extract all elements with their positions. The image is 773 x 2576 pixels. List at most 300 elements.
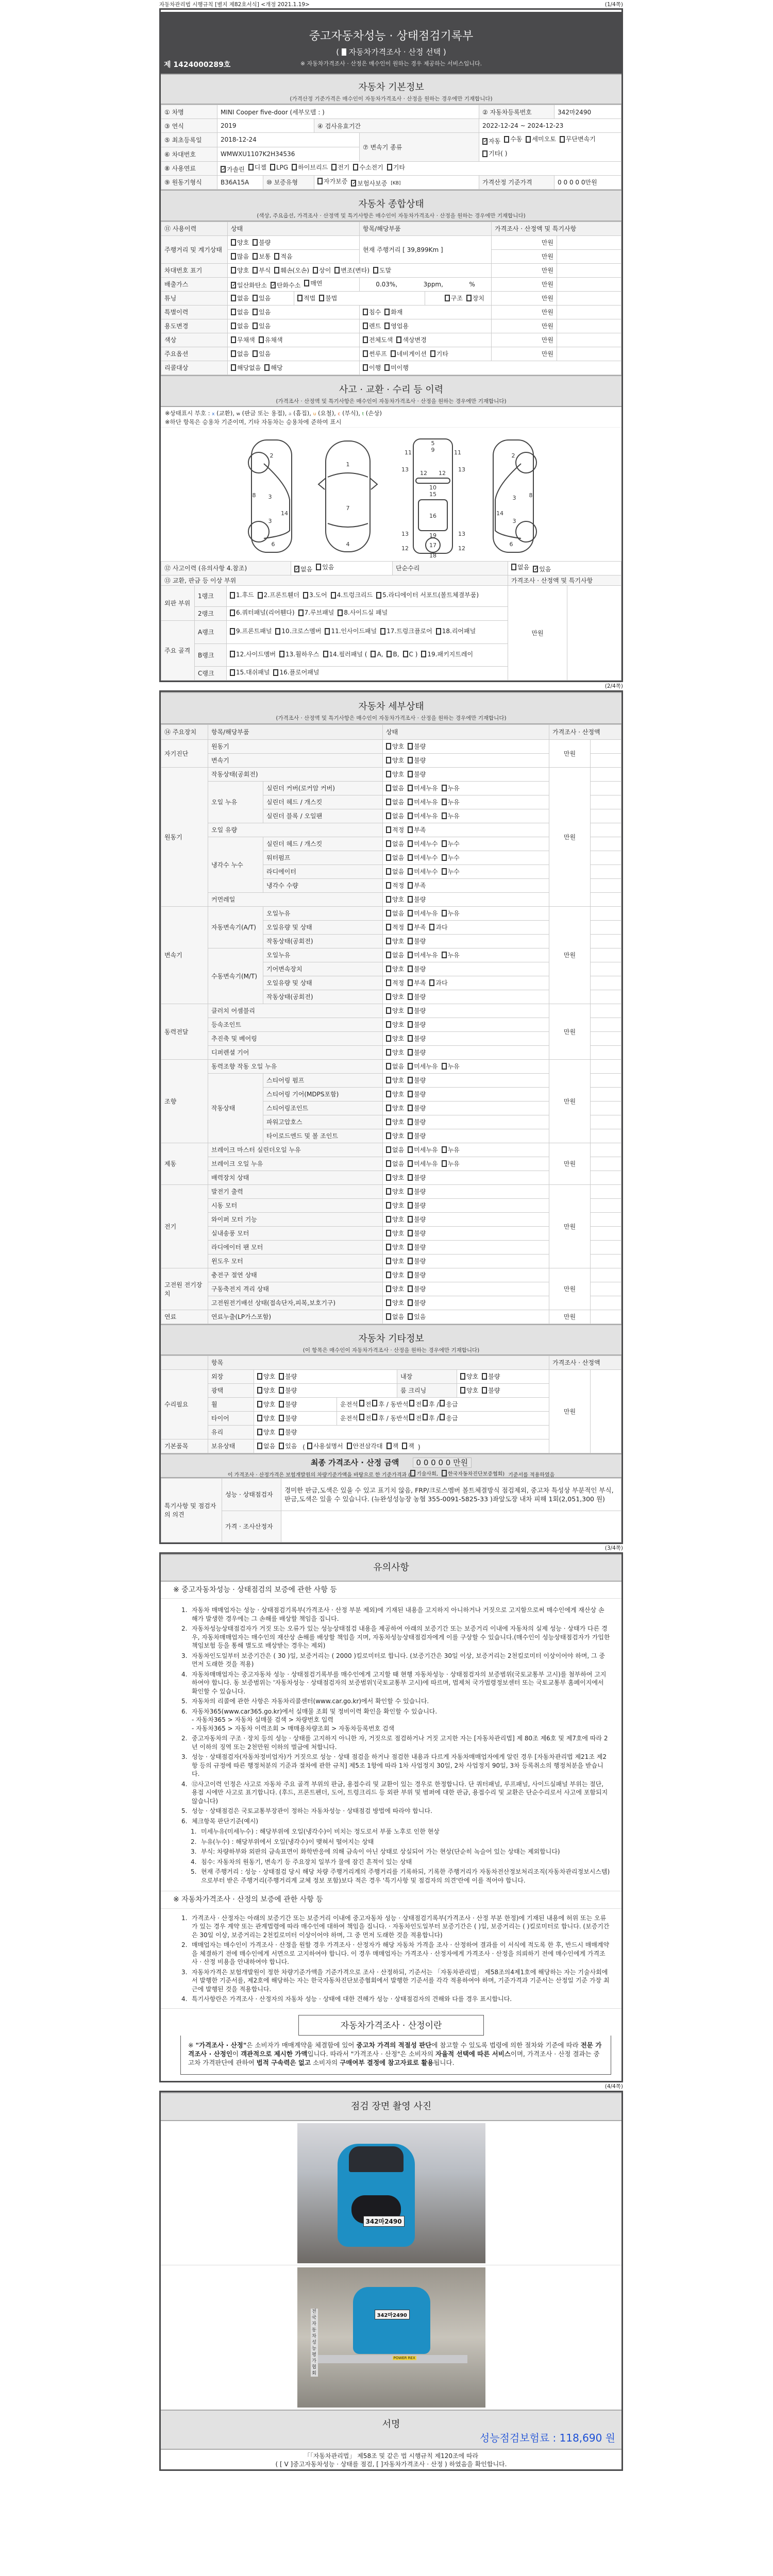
price-note[interactable] (591, 865, 621, 878)
checkbox-icon[interactable] (408, 785, 413, 791)
checkbox-option[interactable] (253, 266, 271, 275)
checkbox-icon[interactable] (231, 364, 236, 371)
checkbox-icon[interactable] (253, 267, 258, 274)
checkbox-icon[interactable] (253, 309, 258, 315)
price-note[interactable] (591, 1018, 621, 1031)
checkbox-option[interactable] (384, 363, 409, 372)
price-note[interactable] (591, 906, 621, 920)
checked-box-icon[interactable]: ✓ (271, 282, 276, 288)
checkbox-option[interactable] (279, 1372, 297, 1381)
checkbox-icon[interactable] (408, 1105, 413, 1111)
checkbox-icon[interactable] (230, 669, 235, 676)
checkbox-icon[interactable] (386, 1021, 391, 1028)
checkbox-icon[interactable] (442, 840, 447, 847)
checkbox-option[interactable] (386, 937, 404, 945)
checkbox-icon[interactable] (304, 280, 309, 286)
checkbox-option[interactable] (442, 798, 460, 806)
checkbox-icon[interactable] (442, 1063, 447, 1070)
checkbox-icon[interactable] (386, 785, 391, 791)
checkbox-option[interactable] (257, 1414, 275, 1422)
checkbox-option[interactable] (386, 825, 404, 834)
checkbox-option[interactable] (386, 1201, 404, 1210)
checkbox-option[interactable] (408, 1006, 426, 1015)
checkbox-option[interactable] (386, 1173, 404, 1182)
checkbox-option[interactable] (386, 1159, 404, 1168)
checkbox-icon[interactable] (408, 868, 413, 875)
checkbox-option[interactable] (231, 281, 267, 290)
checkbox-icon[interactable] (386, 896, 391, 903)
price-note[interactable] (591, 1143, 621, 1157)
checkbox-option[interactable] (442, 1159, 460, 1168)
checkbox-icon[interactable] (274, 253, 279, 260)
price-note[interactable] (591, 837, 621, 851)
checkbox-icon[interactable] (386, 1146, 391, 1153)
checkbox-icon[interactable] (408, 910, 413, 917)
checkbox-option[interactable] (386, 1442, 399, 1450)
checkbox-icon[interactable] (359, 1400, 364, 1406)
checkbox-icon[interactable] (259, 336, 264, 343)
checkbox-option[interactable] (429, 923, 447, 931)
checked-box-icon[interactable]: ✓ (483, 138, 488, 144)
checkbox-option[interactable] (248, 163, 266, 172)
checkbox-option[interactable] (386, 867, 404, 876)
checkbox-option[interactable] (386, 742, 404, 751)
checkbox-option[interactable] (279, 1386, 297, 1395)
checkbox-option[interactable] (363, 308, 381, 316)
checkbox-option[interactable] (371, 650, 383, 659)
price-note[interactable] (591, 1059, 621, 1073)
checkbox-icon[interactable] (386, 979, 391, 986)
checkbox-option[interactable] (376, 590, 479, 600)
checkbox-option[interactable] (408, 798, 438, 806)
checkbox-option[interactable] (408, 1201, 426, 1210)
checkbox-option[interactable] (274, 266, 309, 275)
checkbox-icon[interactable] (526, 136, 531, 143)
checkbox-option[interactable] (533, 565, 551, 573)
checkbox-option[interactable] (391, 349, 427, 358)
checkbox-icon[interactable] (307, 1443, 312, 1449)
checkbox-option[interactable] (316, 563, 334, 571)
checkbox-option[interactable] (442, 1469, 505, 1477)
checkbox-option[interactable] (408, 951, 438, 959)
checkbox-option[interactable] (230, 590, 254, 600)
checkbox-option[interactable] (408, 784, 438, 792)
price-note[interactable] (591, 739, 621, 753)
checkbox-icon[interactable] (376, 592, 381, 599)
selection-checkbox[interactable] (342, 48, 346, 56)
checkbox-icon[interactable] (338, 609, 343, 616)
checkbox-icon[interactable] (511, 564, 516, 570)
checkbox-icon[interactable] (386, 799, 391, 805)
checkbox-option[interactable] (408, 825, 426, 834)
checkbox-icon[interactable] (423, 1400, 428, 1406)
checkbox-icon[interactable] (386, 826, 391, 833)
price-note[interactable] (591, 1282, 621, 1296)
checkbox-icon[interactable] (460, 1387, 465, 1394)
checkbox-icon[interactable] (386, 1118, 391, 1125)
checkbox-option[interactable] (408, 1284, 426, 1293)
price-note[interactable] (591, 976, 621, 990)
checkbox-icon[interactable] (275, 628, 280, 635)
price-note[interactable] (591, 1045, 621, 1059)
checkbox-icon[interactable] (279, 1401, 284, 1408)
checkbox-option[interactable] (408, 867, 438, 876)
checkbox-option[interactable] (317, 177, 347, 185)
checkbox-option[interactable] (442, 839, 460, 848)
checkbox-option[interactable] (408, 923, 426, 931)
checkbox-icon[interactable] (386, 1160, 391, 1167)
checkbox-icon[interactable] (363, 350, 368, 357)
price-note[interactable] (557, 305, 621, 319)
checkbox-icon[interactable] (386, 854, 391, 861)
checkbox-option[interactable] (408, 1062, 438, 1071)
checkbox-option[interactable] (386, 770, 404, 778)
checkbox-icon[interactable] (396, 336, 401, 343)
checkbox-option[interactable] (351, 179, 387, 188)
checkbox-icon[interactable] (363, 323, 368, 329)
checkbox-icon[interactable] (408, 1285, 413, 1292)
checkbox-option[interactable] (482, 135, 500, 147)
checkbox-icon[interactable] (408, 1063, 413, 1070)
checkbox-option[interactable] (408, 742, 426, 751)
checkbox-icon[interactable] (384, 323, 390, 329)
checkbox-option[interactable] (403, 650, 418, 659)
checkbox-icon[interactable] (408, 1313, 413, 1320)
checkbox-option[interactable] (386, 951, 404, 959)
checkbox-icon[interactable] (386, 757, 391, 764)
price-note[interactable] (591, 990, 621, 1004)
checkbox-icon[interactable] (408, 1272, 413, 1278)
checkbox-option[interactable] (331, 590, 373, 600)
checkbox-option[interactable] (408, 770, 426, 778)
checkbox-icon[interactable] (408, 1230, 413, 1236)
price-note[interactable] (557, 319, 621, 333)
checkbox-icon[interactable] (408, 1188, 413, 1195)
checkbox-icon[interactable] (410, 1470, 415, 1477)
price-note[interactable] (591, 823, 621, 837)
checkbox-icon[interactable] (482, 150, 488, 157)
checkbox-option[interactable] (386, 756, 404, 765)
checkbox-icon[interactable] (430, 350, 435, 357)
checkbox-icon[interactable] (408, 771, 413, 777)
checkbox-option[interactable] (386, 1062, 404, 1071)
checkbox-option[interactable] (231, 294, 249, 302)
checkbox-icon[interactable] (231, 323, 236, 329)
price-note[interactable] (591, 1198, 621, 1212)
checkbox-icon[interactable] (386, 651, 392, 657)
checkbox-icon[interactable] (386, 1244, 391, 1250)
checkbox-icon[interactable] (363, 336, 368, 343)
checkbox-icon[interactable] (303, 592, 308, 599)
checkbox-option[interactable] (408, 1076, 426, 1084)
checkbox-icon[interactable] (442, 1470, 447, 1477)
checkbox-option[interactable] (442, 1062, 460, 1071)
checkbox-option[interactable] (387, 163, 405, 172)
checkbox-icon[interactable] (279, 1429, 284, 1435)
checkbox-icon[interactable] (442, 1146, 447, 1153)
checkbox-icon[interactable] (442, 910, 447, 917)
checkbox-icon[interactable] (408, 799, 413, 805)
checkbox-icon[interactable] (323, 651, 328, 657)
checkbox-icon[interactable] (386, 743, 391, 750)
checkbox-icon[interactable] (273, 669, 278, 676)
checkbox-icon[interactable] (231, 267, 236, 274)
checkbox-icon[interactable] (408, 1091, 413, 1097)
checkbox-icon[interactable] (386, 812, 391, 819)
checkbox-option[interactable] (408, 895, 426, 904)
checkbox-icon[interactable] (257, 1373, 262, 1380)
checkbox-option[interactable] (421, 650, 473, 659)
checkbox-option[interactable] (231, 308, 249, 316)
checkbox-icon[interactable] (231, 239, 236, 246)
price-note[interactable] (591, 1268, 621, 1282)
checkbox-option[interactable] (279, 650, 319, 659)
checkbox-option[interactable] (386, 923, 404, 931)
checkbox-option[interactable] (279, 1442, 297, 1450)
checkbox-option[interactable] (408, 1131, 426, 1140)
checkbox-option[interactable] (445, 294, 463, 302)
checkbox-option[interactable] (386, 1145, 404, 1154)
checkbox-icon[interactable] (408, 924, 413, 930)
checkbox-icon[interactable] (253, 239, 258, 246)
checkbox-option[interactable] (386, 798, 404, 806)
price-note[interactable] (591, 1310, 621, 1324)
checkbox-icon[interactable] (386, 1216, 391, 1223)
checkbox-option[interactable] (442, 1145, 460, 1154)
price-note[interactable] (591, 1087, 621, 1101)
checkbox-icon[interactable] (386, 1230, 391, 1236)
price-note[interactable] (591, 781, 621, 795)
checkbox-option[interactable] (442, 867, 460, 876)
checkbox-icon[interactable] (279, 651, 284, 657)
checkbox-icon[interactable] (445, 295, 450, 301)
checkbox-icon[interactable] (442, 1160, 447, 1167)
checkbox-option[interactable] (386, 1048, 404, 1057)
checkbox-option[interactable] (408, 1020, 426, 1029)
checkbox-option[interactable] (231, 238, 249, 247)
checkbox-icon[interactable] (409, 1400, 414, 1406)
checkbox-icon[interactable] (386, 1258, 391, 1264)
price-note[interactable] (591, 767, 621, 781)
checkbox-option[interactable] (298, 608, 334, 617)
checkbox-icon[interactable] (317, 178, 323, 184)
checkbox-option[interactable] (386, 1090, 404, 1098)
checkbox-option[interactable] (386, 1117, 404, 1126)
checkbox-icon[interactable] (248, 164, 254, 171)
checkbox-option[interactable] (386, 1131, 404, 1140)
checkbox-icon[interactable] (408, 1299, 413, 1306)
checkbox-icon[interactable] (421, 651, 426, 657)
checkbox-option[interactable] (386, 895, 404, 904)
checkbox-option[interactable] (408, 1298, 426, 1307)
checkbox-option[interactable] (231, 252, 249, 261)
checkbox-icon[interactable] (386, 1443, 392, 1449)
checkbox-icon[interactable] (386, 965, 391, 972)
checkbox-option[interactable] (386, 1034, 404, 1043)
checkbox-icon[interactable] (316, 564, 321, 570)
checkbox-option[interactable] (408, 1187, 426, 1196)
checkbox-option[interactable] (257, 1386, 275, 1395)
checkbox-icon[interactable] (253, 253, 258, 260)
price-note[interactable] (591, 1296, 621, 1310)
checkbox-option[interactable] (386, 964, 404, 973)
checkbox-option[interactable] (408, 1229, 426, 1238)
checkbox-icon[interactable] (408, 1258, 413, 1264)
checkbox-option[interactable] (408, 853, 438, 862)
checkbox-icon[interactable] (230, 651, 235, 657)
price-note[interactable] (591, 934, 621, 948)
checkbox-icon[interactable] (257, 1387, 262, 1394)
checkbox-icon[interactable] (409, 1414, 414, 1420)
checkbox-icon[interactable] (408, 896, 413, 903)
price-note[interactable] (557, 291, 621, 305)
checkbox-icon[interactable] (384, 309, 390, 315)
price-note[interactable] (591, 878, 621, 892)
price-note[interactable] (591, 1240, 621, 1254)
price-note[interactable] (557, 347, 621, 361)
checkbox-option[interactable] (504, 133, 522, 145)
checkbox-option[interactable] (264, 363, 282, 372)
checkbox-option[interactable] (408, 756, 426, 765)
checkbox-option[interactable] (323, 650, 367, 659)
checkbox-option[interactable] (386, 1104, 404, 1112)
checkbox-option[interactable] (353, 163, 383, 172)
checkbox-option[interactable] (482, 147, 507, 160)
checkbox-icon[interactable] (298, 609, 304, 616)
checkbox-icon[interactable] (331, 592, 336, 599)
checkbox-icon[interactable] (391, 350, 396, 357)
checkbox-icon[interactable] (408, 1132, 413, 1139)
checkbox-icon[interactable] (325, 628, 330, 635)
price-note[interactable] (591, 753, 621, 767)
checkbox-icon[interactable] (408, 979, 413, 986)
checkbox-icon[interactable] (402, 1443, 407, 1449)
checkbox-icon[interactable] (292, 164, 297, 171)
checkbox-icon[interactable] (386, 882, 391, 889)
checkbox-option[interactable] (230, 650, 276, 659)
checkbox-option[interactable] (408, 992, 426, 1001)
checkbox-option[interactable] (386, 1229, 404, 1238)
checkbox-icon[interactable] (363, 309, 368, 315)
checkbox-option[interactable] (386, 909, 404, 918)
checkbox-option[interactable] (386, 992, 404, 1001)
checkbox-option[interactable] (429, 978, 447, 987)
checkbox-option[interactable] (373, 266, 391, 275)
checkbox-icon[interactable] (231, 350, 236, 357)
checkbox-icon[interactable] (408, 812, 413, 819)
price-note[interactable] (591, 1073, 621, 1087)
checkbox-option[interactable] (408, 1048, 426, 1057)
checkbox-icon[interactable] (386, 868, 391, 875)
checkbox-option[interactable] (363, 363, 381, 372)
checkbox-icon[interactable] (408, 993, 413, 1000)
checkbox-icon[interactable] (408, 965, 413, 972)
checkbox-option[interactable] (258, 590, 299, 600)
checkbox-icon[interactable] (386, 1063, 391, 1070)
checkbox-icon[interactable] (313, 267, 318, 274)
checkbox-icon[interactable] (231, 309, 236, 315)
checkbox-icon[interactable] (386, 1202, 391, 1209)
checkbox-option[interactable] (363, 349, 387, 358)
checkbox-icon[interactable] (386, 1299, 391, 1306)
checkbox-icon[interactable] (386, 1132, 391, 1139)
checkbox-icon[interactable] (429, 924, 434, 930)
checkbox-option[interactable] (408, 1117, 426, 1126)
checkbox-option[interactable] (303, 590, 327, 600)
checkbox-option[interactable] (253, 349, 271, 358)
checkbox-option[interactable] (386, 1284, 404, 1293)
checkbox-icon[interactable] (386, 952, 391, 958)
price-note[interactable] (591, 892, 621, 906)
checkbox-option[interactable] (460, 1372, 478, 1381)
checkbox-option[interactable] (408, 839, 438, 848)
checkbox-option[interactable] (408, 1312, 426, 1321)
checkbox-option[interactable] (338, 608, 388, 617)
checkbox-option[interactable] (408, 1090, 426, 1098)
checkbox-icon[interactable] (257, 1443, 262, 1449)
checkbox-option[interactable] (231, 363, 261, 372)
checkbox-option[interactable] (442, 853, 460, 862)
checkbox-icon[interactable] (386, 840, 391, 847)
checkbox-icon[interactable] (466, 295, 472, 301)
checkbox-option[interactable] (386, 978, 404, 987)
checkbox-icon[interactable] (386, 1313, 391, 1320)
checkbox-option[interactable] (253, 294, 271, 302)
checkbox-option[interactable] (363, 321, 381, 330)
checkbox-option[interactable] (384, 321, 409, 330)
checkbox-option[interactable] (297, 294, 315, 302)
checkbox-option[interactable] (380, 626, 432, 636)
checkbox-icon[interactable] (408, 1202, 413, 1209)
checkbox-icon[interactable] (440, 1400, 445, 1406)
checkbox-icon[interactable] (257, 1401, 262, 1408)
checkbox-option[interactable] (230, 608, 295, 617)
checkbox-option[interactable] (231, 266, 249, 275)
checkbox-option[interactable] (460, 1386, 478, 1395)
price-note[interactable] (591, 1031, 621, 1045)
checked-box-icon[interactable]: ✓ (352, 180, 357, 186)
checkbox-option[interactable] (274, 252, 292, 261)
checkbox-icon[interactable] (408, 1216, 413, 1223)
checkbox-option[interactable] (279, 1400, 297, 1409)
checkbox-option[interactable] (275, 626, 321, 636)
checkbox-option[interactable] (408, 978, 426, 987)
checkbox-icon[interactable] (408, 1160, 413, 1167)
checked-box-icon[interactable]: ✓ (534, 566, 539, 572)
checkbox-option[interactable] (408, 1159, 438, 1168)
checkbox-option[interactable] (304, 279, 322, 287)
checkbox-icon[interactable] (442, 868, 447, 875)
checkbox-option[interactable] (436, 626, 476, 636)
checkbox-icon[interactable] (408, 1021, 413, 1028)
checkbox-icon[interactable] (408, 1035, 413, 1042)
price-note[interactable] (591, 1369, 621, 1453)
checkbox-icon[interactable] (331, 164, 337, 171)
checkbox-option[interactable] (271, 281, 300, 290)
checkbox-option[interactable] (292, 163, 328, 172)
checkbox-icon[interactable] (386, 1105, 391, 1111)
checkbox-icon[interactable] (442, 854, 447, 861)
checkbox-icon[interactable] (504, 136, 509, 143)
checkbox-option[interactable] (386, 650, 399, 659)
price-note[interactable] (591, 795, 621, 809)
checkbox-icon[interactable] (359, 1414, 364, 1420)
checkbox-option[interactable] (253, 321, 271, 330)
checkbox-icon[interactable] (408, 1174, 413, 1181)
checkbox-icon[interactable] (274, 267, 279, 274)
checkbox-option[interactable] (386, 1006, 404, 1015)
checkbox-option[interactable] (408, 811, 438, 820)
